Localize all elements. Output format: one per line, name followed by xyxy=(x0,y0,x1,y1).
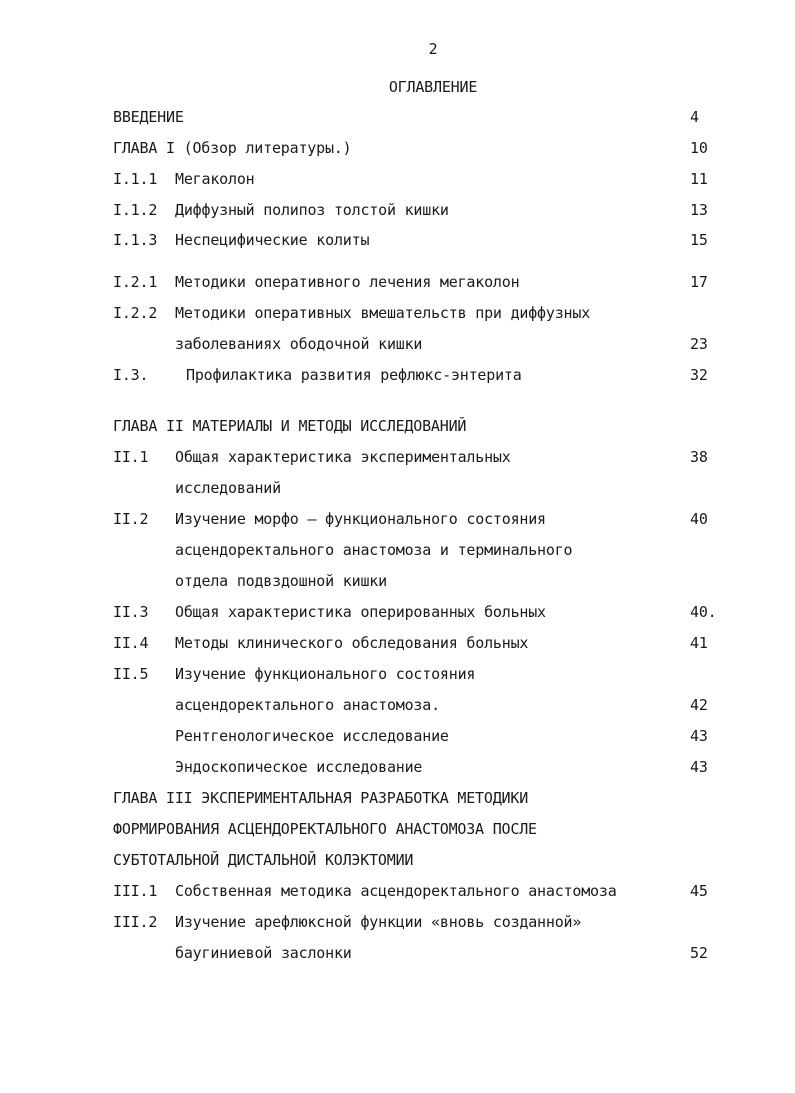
toc-entry-text-cont: ФОРМИРОВАНИЯ АСЦЕНДОРЕКТАЛЬНОГО АНАСТОМОЗА ПОСЛЕ xyxy=(113,820,537,838)
toc-entry-text: Методики оперативных вмешательств при диффузных xyxy=(175,304,591,322)
toc-entry-page: 10 xyxy=(690,139,708,157)
toc-entry-text: Изучение арефлюксной функции «вновь созданной» xyxy=(175,913,582,931)
toc-entry-text: Неспецифические колиты xyxy=(175,231,370,249)
toc-entry-number: II.4 xyxy=(113,634,149,652)
toc-entry-page: 15 xyxy=(690,231,708,249)
toc-entry-number: II.1 xyxy=(113,448,149,466)
toc-entry-number: I.2.2 xyxy=(113,304,158,322)
toc-entry-text: Общая характеристика оперированных больных xyxy=(175,603,546,621)
toc-entry-number: III.1 xyxy=(113,882,158,900)
toc-title: ОГЛАВЛЕНИЕ xyxy=(388,78,478,96)
toc-entry-page: 23 xyxy=(690,335,708,353)
toc-entry-text: ГЛАВА III ЭКСПЕРИМЕНТАЛЬНАЯ РАЗРАБОТКА МЕТОДИКИ xyxy=(113,789,529,807)
toc-entry-text: ГЛАВА II МАТЕРИАЛЫ И МЕТОДЫ ИССЛЕДОВАНИЙ xyxy=(113,417,467,435)
toc-entry-page: 41 xyxy=(690,634,708,652)
toc-entry-page: 42 xyxy=(690,696,708,714)
toc-entry-page: 38 xyxy=(690,448,708,466)
toc-entry-text-cont: отдела подвздошной кишки xyxy=(175,572,387,590)
toc-entry-text: Изучение функционального состояния xyxy=(175,665,476,683)
toc-entry-number: I.2.1 xyxy=(113,273,158,291)
toc-entry-number: III.2 xyxy=(113,913,158,931)
toc-entry-text: Диффузный полипоз толстой кишки xyxy=(175,201,449,219)
toc-entry-text-cont: асцендоректального анастомоза и терминального xyxy=(175,541,573,559)
toc-entry-text: Методы клинического обследования больных xyxy=(175,634,529,652)
toc-entry-text: Методики оперативного лечения мегаколон xyxy=(175,273,520,291)
toc-entry-text-cont: баугиниевой заслонки xyxy=(175,944,352,962)
toc-entry-text: Общая характеристика экспериментальных xyxy=(175,448,511,466)
toc-entry-text: Профилактика развития рефлюкс-энтерита xyxy=(186,366,522,384)
toc-entry-page: 4 xyxy=(690,108,699,126)
toc-entry-page: 43 xyxy=(690,758,708,776)
toc-entry-page: 17 xyxy=(690,273,708,291)
toc-entry-text: Собственная методика асцендоректального анастомоза xyxy=(175,882,617,900)
toc-entry-text: Изучение морфо – функционального состояния xyxy=(175,510,546,528)
toc-entry-text-cont: СУБТОТАЛЬНОЙ ДИСТАЛЬНОЙ КОЛЭКТОМИИ xyxy=(113,851,414,869)
toc-entry-page: 40. xyxy=(690,603,717,621)
toc-entry-text-cont: заболеваниях ободочной кишки xyxy=(175,335,423,353)
toc-entry-number: I.3. xyxy=(113,366,149,384)
toc-entry-number: I.1.1 xyxy=(113,170,158,188)
toc-entry-number: I.1.2 xyxy=(113,201,158,219)
toc-entry-text: Рентгенологическое исследование xyxy=(175,727,449,745)
page-number: 2 xyxy=(428,40,438,58)
toc-entry-text: Мегаколон xyxy=(175,170,255,188)
toc-entry-text-cont: асцендоректального анастомоза. xyxy=(175,696,440,714)
toc-entry-number: II.5 xyxy=(113,665,149,683)
toc-entry-page: 45 xyxy=(690,882,708,900)
toc-entry-page: 43 xyxy=(690,727,708,745)
toc-entry-number: II.3 xyxy=(113,603,149,621)
toc-entry-text-cont: исследований xyxy=(175,479,281,497)
toc-entry-text: Эндоскопическое исследование xyxy=(175,758,423,776)
toc-entry-page: 32 xyxy=(690,366,708,384)
toc-entry-page: 13 xyxy=(690,201,708,219)
toc-entry-page: 11 xyxy=(690,170,708,188)
toc-entry-text: ВВЕДЕНИЕ xyxy=(113,108,184,126)
toc-entry-number: II.2 xyxy=(113,510,149,528)
toc-entry-page: 52 xyxy=(690,944,708,962)
toc-entry-text: ГЛАВА I (Обзор литературы.) xyxy=(113,139,352,157)
toc-entry-page: 40 xyxy=(690,510,708,528)
toc-entry-number: I.1.3 xyxy=(113,231,158,249)
